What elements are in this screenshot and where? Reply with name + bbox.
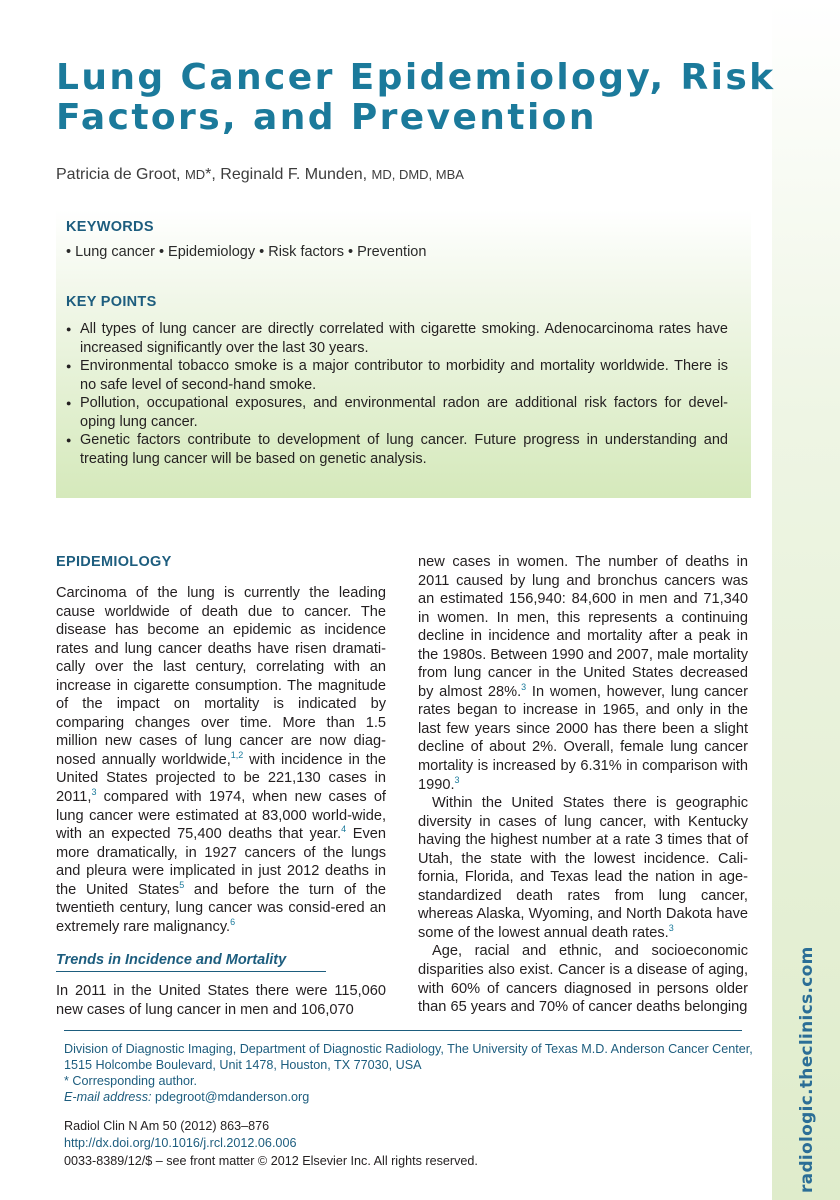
footnote-divider xyxy=(64,1030,742,1031)
key-point: ● Environmental tobacco smoke is a major contributor to morbidity and mortality worldwide. There is no safe level of second-hand smoke. xyxy=(66,357,728,394)
text-span: Even more dramatically, in 1927 cancers of the lungs and pleura were implicated in just 2012 deaths in the United States xyxy=(56,826,386,898)
paragraph-disparities: Age, racial and ethnic, and socioeconomic disparities also exist. Cancer is a disease of aging, with 60% of cancers diagnosed in persons older than 65 years and 70% of cancer deaths belonging xyxy=(418,943,748,1016)
citation-ref[interactable]: 3 xyxy=(454,774,460,785)
email-note xyxy=(64,1089,754,1105)
body-column-right xyxy=(418,553,748,1017)
email-address[interactable]: pdegroot@mdanderson.org xyxy=(151,1090,310,1104)
citation-ref[interactable]: 3 xyxy=(521,681,527,692)
author-2-name: Reginald F. Munden, xyxy=(220,166,372,183)
corresponding-note: * Corresponding author. xyxy=(64,1074,198,1088)
paragraph-trends-start: In 2011 in the United States there were 115,060 new cases of lung cancer in men and 106,070 xyxy=(56,983,386,1018)
keywords-list: • Lung cancer • Epidemiology • Risk factors • Prevention xyxy=(66,244,427,260)
paragraph-trends-cont xyxy=(418,553,748,794)
citation-ref[interactable]: 6 xyxy=(230,916,236,927)
journal-citation: Radiol Clin N Am 50 (2012) 863–876 xyxy=(64,1119,270,1133)
journal-site-url[interactable]: radiologic.theclinics.com xyxy=(797,946,817,1194)
key-point: ● All types of lung cancer are directly correlated with cigarette smoking. Adenocarcinoma rates have increased significantly over the last 30 years. xyxy=(66,320,728,357)
citation-ref[interactable]: 3 xyxy=(91,787,97,798)
copyright-line: 0033-8389/12/$ – see front matter © 2012 Elsevier Inc. All rights reserved. xyxy=(64,1154,478,1168)
section-heading: EPIDEMIOLOGY xyxy=(56,554,172,570)
key-point: ● Genetic factors contribute to development of lung cancer. Future progress in understanding and treating lung cancer will be based on genetic analysis. xyxy=(66,431,728,468)
text-span: In women, however, lung cancer rates began to increase in 1965, and only in the last few years since 2000 has there been a slight decline of about 2%. Overall, female lung cancer mortality is increased by 6.31% in comparison with 1990. xyxy=(418,683,748,793)
body-column-left xyxy=(56,552,386,1019)
affiliation-note: Division of Diagnostic Imaging, Department of Diagnostic Radiology, The University of Texas M.D. Anderson Cancer Center, 1515 Holcombe Boulevard, Unit 1478, Houston, TX 77030, USA xyxy=(64,1042,753,1072)
author-1-name: Patricia de Groot, xyxy=(56,166,185,183)
article-title: Lung Cancer Epidemiology, Risk Factors, and Prevention xyxy=(56,57,776,138)
author-2-degree: MD, DMD, MBA xyxy=(371,167,464,182)
paragraph-geography xyxy=(418,794,748,942)
citation-ref[interactable]: 4 xyxy=(341,824,347,835)
text-span: and before the turn of the twentieth century, lung cancer was consid-ered an extremely rare malignancy. xyxy=(56,881,386,935)
author-1-degree: MD xyxy=(184,167,206,182)
text-span: with incidence in the United States projected to be 221,130 cases in 2011, xyxy=(56,751,386,806)
citation-ref[interactable]: 3 xyxy=(668,923,674,934)
doi-link[interactable]: http://dx.doi.org/10.1016/j.rcl.2012.06.006 xyxy=(64,1136,297,1150)
key-points-heading: KEY POINTS xyxy=(66,294,157,310)
text-span: Within the United States there is geographic diversity in cases of lung cancer, with Kentucky having the highest number at a rate 3 times that of Utah, the state with the lowest incidence. Cali-fornia, Florida, and Texas lead the nation in age-standardized death rates from lung cancer, whereas Alaska, Wyoming, and North Dakota have some of the lowest annual death rates. xyxy=(418,795,748,941)
text-span: Carcinoma of the lung is currently the leading cause worldwide of death due to cancer. The disease has become an epidemic as incidence rates and lung cancer deaths have risen dramati-cally over the last century, correlating with an increase in cigarette consumption. The magnitude of the impact on mortality is indicated by comparing changes over time. More than 1.5 million new cases of lung cancer are now diag-nosed annually worldwide, xyxy=(56,585,386,768)
citation-ref[interactable]: 1,2 xyxy=(230,750,244,761)
text-span: compared with 1974, when new cases of lung cancer were estimated at 83,000 world-wide, with an expected 75,400 deaths that year. xyxy=(56,789,386,843)
text-span: new cases in women. The number of deaths in 2011 caused by lung and bronchus cancers was an estimated 156,940: 84,600 in men and 71,340 in women. In men, this represents a continuing decline in incidence and mortality after a peak in the 1980s. Between 1990 and 2007, male mortality from lung cancer in the United States decreased by almost 28%. xyxy=(418,554,748,700)
corresponding-mark: *, xyxy=(205,166,221,183)
author-line xyxy=(56,166,464,184)
key-point: ● Pollution, occupational exposures, and environmental radon are additional risk factors for devel-oping lung cancer. xyxy=(66,394,728,431)
paragraph-intro xyxy=(56,584,386,936)
subsection-heading: Trends in Incidence and Mortality xyxy=(56,951,326,972)
key-points-list xyxy=(66,320,728,468)
keywords-heading: KEYWORDS xyxy=(66,219,154,235)
email-label: E-mail address: xyxy=(64,1090,152,1104)
citation-ref[interactable]: 5 xyxy=(179,879,185,890)
